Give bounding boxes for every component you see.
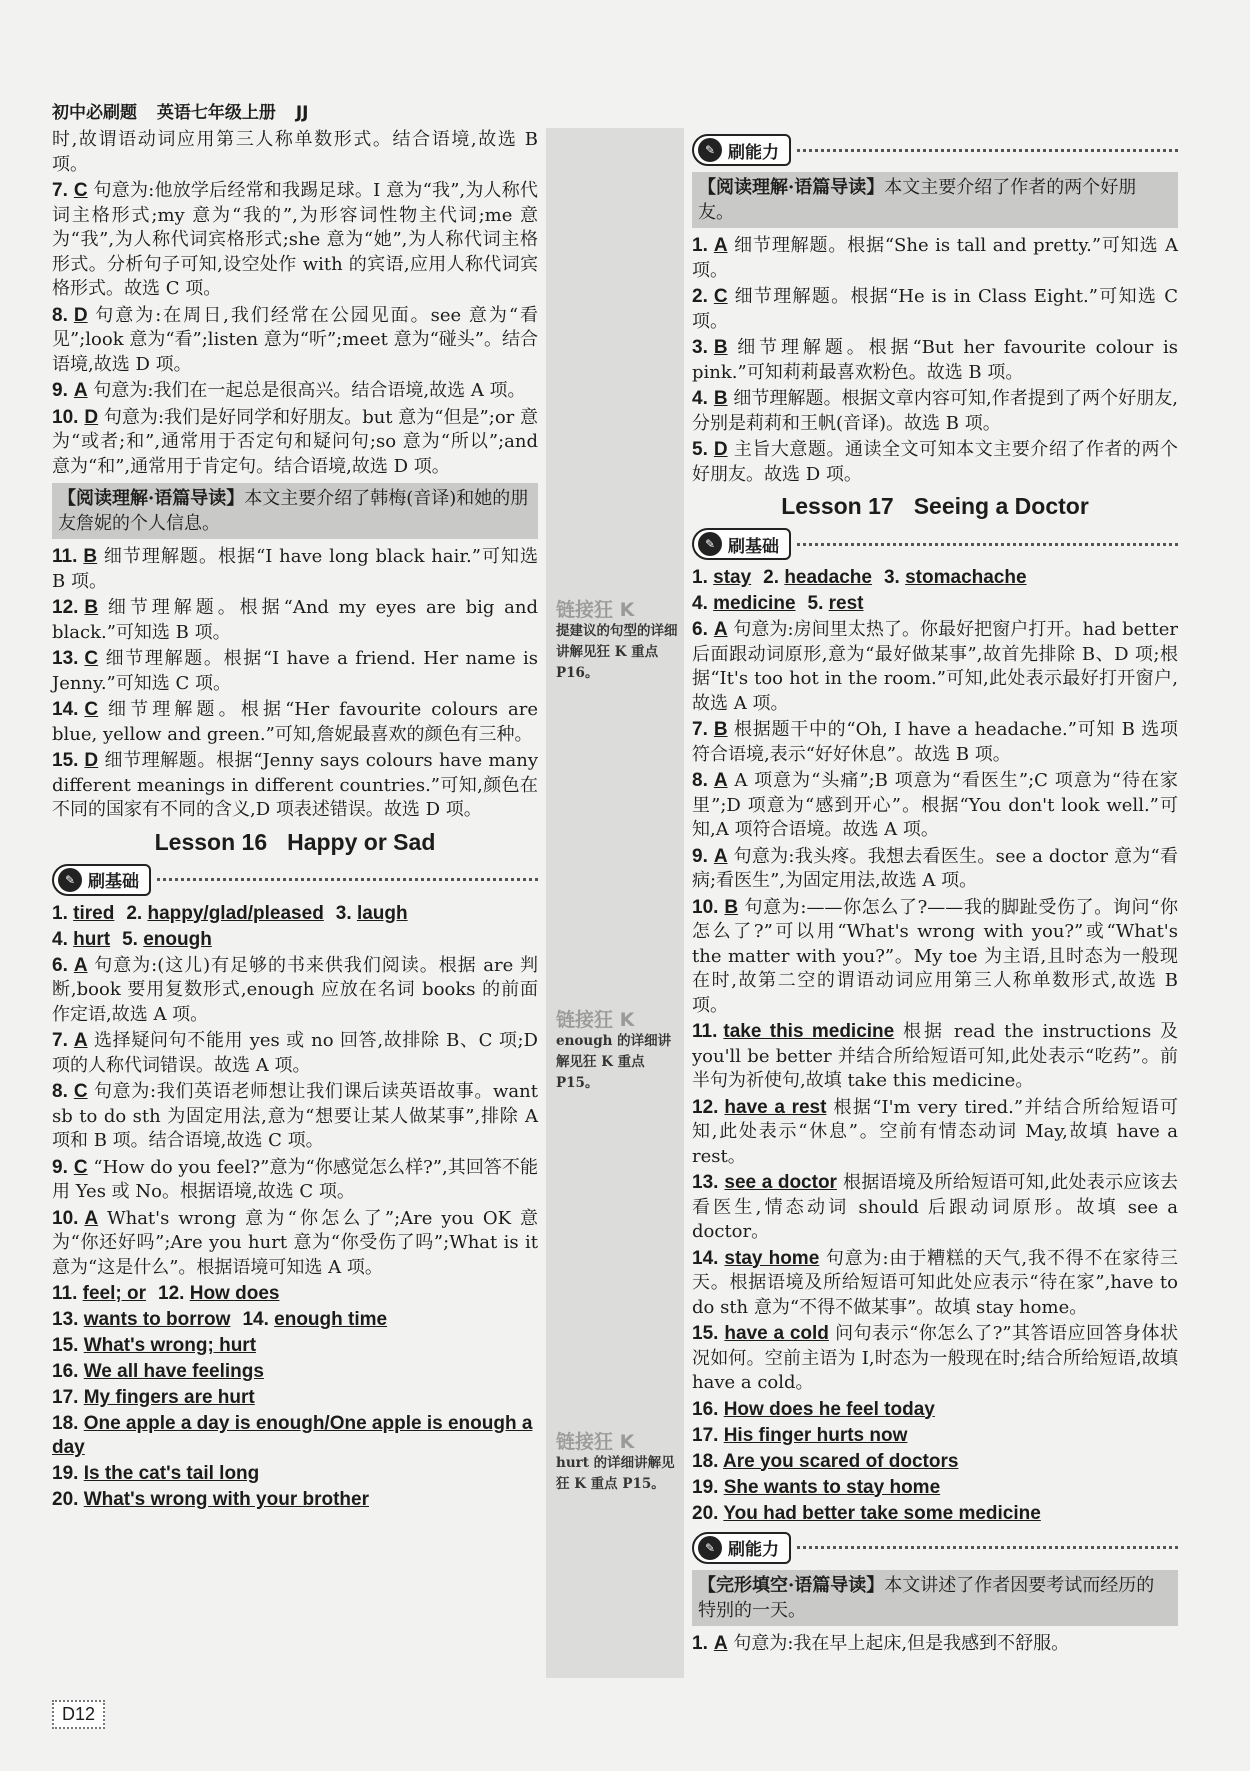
answer-key: take this medicine bbox=[723, 1021, 895, 1042]
item-number: 7. bbox=[52, 1030, 68, 1051]
fill-row bbox=[52, 928, 538, 952]
fill-row bbox=[692, 1398, 1178, 1422]
explanation: 句意为:(这儿)有足够的书来供我们阅读。根据 are 判断,book 要用复数形式,enough 应放在名词 books 的前面作定语,故选 A 项。 bbox=[52, 954, 538, 1025]
link-note-title: 链接狂 K bbox=[556, 1009, 635, 1031]
fill-row bbox=[692, 1424, 1178, 1448]
page-number: D12 bbox=[52, 1700, 105, 1729]
answer-item bbox=[52, 1080, 538, 1154]
explanation: 句意为:我在早上起床,但是我感到不舒服。 bbox=[733, 1632, 1070, 1654]
fill-answer: tired bbox=[73, 902, 115, 924]
link-note-text: hurt 的详细讲解见狂 K 重点 P15。 bbox=[556, 1455, 675, 1492]
answer-key: B bbox=[713, 719, 728, 740]
answer-item bbox=[52, 179, 538, 302]
lesson-title: Happy or Sad bbox=[287, 828, 436, 855]
answer-item bbox=[52, 379, 538, 404]
answer-item bbox=[692, 1096, 1178, 1170]
guide-text: 本文主要介绍了韩梅(音译)和她的朋友詹妮的个人信息。 bbox=[58, 488, 529, 534]
explanation: 句意为:他放学后经常和我踢足球。I 意为“我”,为人称代词主格形式;my 意为“我的”,为形容词性物主代词;me 意为“我”,为人称代词宾格形式;she 意为“她”,为人称代词主格形式。分析句子可知,设空处作 with 的宾语,应用人称代词宾格形式。故选 C 项。 bbox=[52, 180, 538, 299]
item-number: 4. bbox=[692, 593, 708, 614]
fill-answer: What's wrong with your brother bbox=[83, 1489, 369, 1510]
section-tag bbox=[692, 1532, 1178, 1564]
item-number: 9. bbox=[52, 380, 68, 401]
fill-row bbox=[692, 592, 1178, 616]
link-note bbox=[556, 600, 684, 684]
answer-item bbox=[52, 596, 538, 645]
item-number: 1. bbox=[692, 235, 708, 256]
fill-answer: enough bbox=[143, 928, 212, 950]
answer-list bbox=[52, 954, 538, 1281]
fill-answer: My fingers are hurt bbox=[83, 1387, 255, 1408]
answer-item bbox=[52, 647, 538, 696]
answer-key: have a rest bbox=[724, 1096, 827, 1118]
left-column bbox=[52, 128, 538, 1514]
answer-key: A bbox=[713, 619, 728, 640]
item-number: 5. bbox=[122, 928, 138, 950]
item-number: 11. bbox=[52, 546, 78, 567]
series-name: 初中必刷题 bbox=[52, 103, 137, 123]
item-number: 15. bbox=[692, 1323, 719, 1344]
fill-answer: You had better take some medicine bbox=[723, 1502, 1041, 1524]
guide-text: 本文讲述了作者因要考试而经历的特别的一天。 bbox=[698, 1574, 1155, 1621]
answer-key: B bbox=[713, 388, 728, 409]
answer-key: A bbox=[73, 954, 88, 976]
answer-item bbox=[692, 1171, 1178, 1245]
fill-list bbox=[692, 566, 1178, 616]
fill-list bbox=[692, 1398, 1178, 1526]
answer-item bbox=[692, 336, 1178, 385]
answer-key: C bbox=[73, 1156, 88, 1178]
link-note bbox=[556, 1432, 684, 1495]
answer-list bbox=[52, 545, 538, 823]
fill-answer: wants to borrow bbox=[83, 1309, 231, 1330]
explanation: 根据“I'm very tired.”并结合所给短语可知,此处表示“休息”。空前有情态动词 May,故填 have a rest。 bbox=[692, 1096, 1178, 1167]
link-note-title: 链接狂 K bbox=[556, 1431, 635, 1453]
answer-item bbox=[692, 1322, 1178, 1396]
answer-key: A bbox=[73, 380, 88, 401]
explanation: 细节理解题。根据“He is in Class Eight.”可知选 C 项。 bbox=[692, 286, 1178, 332]
reading-guide bbox=[52, 483, 538, 539]
answer-key: see a doctor bbox=[724, 1172, 837, 1193]
answer-item bbox=[692, 285, 1178, 334]
fill-row bbox=[52, 1308, 538, 1332]
answer-item bbox=[692, 845, 1178, 894]
answer-item bbox=[692, 1632, 1178, 1657]
section-tag bbox=[52, 864, 538, 896]
explanation: “How do you feel?”意为“你感觉怎么样?”,其回答不能用 Yes 或 No。根据语境,故选 C 项。 bbox=[52, 1156, 538, 1202]
item-number: 8. bbox=[52, 1081, 68, 1102]
fill-answer: How does he feel today bbox=[723, 1398, 935, 1420]
fill-answer: stay bbox=[713, 567, 752, 588]
explanation: 句意为:在周日,我们经常在公园见面。see 意为“看见”;look 意为“看”;listen 意为“听”;meet 意为“碰头”。结合语境,故选 D 项。 bbox=[52, 304, 538, 375]
answer-item bbox=[692, 387, 1178, 436]
fill-answer: hurt bbox=[73, 928, 111, 950]
guide-text: 本文主要介绍了作者的两个好朋友。 bbox=[698, 177, 1137, 223]
answer-key: B bbox=[713, 337, 728, 358]
explanation: 主旨大意题。通读全文可知本文主要介绍了作者的两个好朋友。故选 D 项。 bbox=[692, 439, 1178, 485]
link-note-text: 提建议的句型的详细讲解见狂 K 重点 P16。 bbox=[556, 623, 678, 681]
fill-answer: We all have feelings bbox=[83, 1361, 264, 1382]
fill-row bbox=[52, 902, 538, 926]
item-number: 9. bbox=[52, 1156, 68, 1178]
item-number: 13. bbox=[52, 1309, 79, 1330]
fill-row bbox=[692, 566, 1178, 590]
book-name: 英语七年级上册 bbox=[156, 103, 276, 123]
explanation: 句意为:我们在一起总是很高兴。结合语境,故选 A 项。 bbox=[93, 380, 526, 401]
explanation: 细节理解题。根据“I have long black hair.”可知选 B 项。 bbox=[52, 546, 538, 592]
fill-answer: Are you scared of doctors bbox=[723, 1450, 959, 1472]
fill-answer: headache bbox=[784, 567, 872, 588]
explanation: 细节理解题。根据“I have a friend. Her name is Jenny.”可知选 C 项。 bbox=[52, 648, 538, 694]
guide-tag: 【阅读理解·语篇导读】 bbox=[698, 177, 885, 198]
fill-row bbox=[52, 1334, 538, 1358]
dotted-divider bbox=[797, 543, 1178, 546]
explanation: 细节理解题。根据“Her favourite colours are blue, yellow and green.”可知,詹妮最喜欢的颜色有三种。 bbox=[52, 699, 538, 745]
lesson-heading bbox=[52, 829, 538, 856]
answer-list bbox=[692, 618, 1178, 1018]
answer-key: A bbox=[713, 1632, 728, 1654]
item-number: 4. bbox=[52, 928, 68, 950]
item-number: 12. bbox=[52, 597, 79, 618]
item-number: 1. bbox=[52, 902, 68, 924]
section-tag bbox=[692, 528, 1178, 560]
explanation: 细节理解题。根据文章内容可知,作者提到了两个好朋友,分别是莉莉和王帆(音译)。故选 B 项。 bbox=[692, 388, 1178, 434]
explanation: 根据 read the instructions 及 you'll be better 并结合所给短语可知,此处表示“吃药”。前半句为祈使句,故填 take this medicine。 bbox=[692, 1021, 1178, 1091]
book-icon: ✎ bbox=[698, 1536, 722, 1560]
answer-key: D bbox=[713, 439, 728, 460]
item-number: 5. bbox=[807, 593, 824, 614]
item-number: 7. bbox=[692, 719, 708, 740]
item-number: 18. bbox=[692, 1450, 719, 1472]
answer-key: C bbox=[84, 699, 99, 720]
answer-key: C bbox=[73, 180, 88, 201]
item-number: 17. bbox=[692, 1424, 719, 1446]
fill-row bbox=[52, 1360, 538, 1384]
answer-item bbox=[52, 406, 538, 480]
section-tag-label: 刷能力 bbox=[728, 142, 779, 163]
item-number: 11. bbox=[692, 1021, 718, 1042]
answer-list bbox=[692, 1020, 1178, 1396]
fill-row bbox=[52, 1462, 538, 1486]
item-number: 8. bbox=[692, 770, 708, 791]
item-number: 20. bbox=[692, 1502, 719, 1524]
explanation: 句意为:由于糟糕的天气,我不得不在家待三天。根据语境及所给短语可知此处应表示“待在家”,have to do sth 意为“不得不做某事”。故填 stay home。 bbox=[692, 1247, 1178, 1318]
answer-key: stay home bbox=[724, 1247, 820, 1269]
fill-answer: How does bbox=[189, 1283, 280, 1304]
item-number: 12. bbox=[158, 1283, 185, 1304]
item-number: 2. bbox=[692, 286, 708, 307]
answer-key: A bbox=[713, 845, 728, 867]
guide-tag: 【阅读理解·语篇导读】 bbox=[58, 488, 245, 509]
fill-list bbox=[52, 902, 538, 952]
item-number: 13. bbox=[692, 1172, 719, 1193]
answer-item bbox=[692, 896, 1178, 1019]
explanation: 句意为:房间里太热了。你最好把窗户打开。had better 后面跟动词原形,意为“最好做某事”,故首先排除 B、D 项;根据“It's too hot in the room.”可知,此处表示最好打开窗户,故选 A 项。 bbox=[692, 619, 1178, 714]
answer-item bbox=[692, 718, 1178, 767]
answer-key: A bbox=[713, 235, 728, 256]
fill-answer: Is the cat's tail long bbox=[83, 1463, 260, 1484]
answer-list bbox=[692, 234, 1178, 487]
explanation: 细节理解题。根据“She is tall and pretty.”可知选 A 项。 bbox=[692, 235, 1178, 281]
item-number: 19. bbox=[52, 1463, 79, 1484]
answer-item bbox=[692, 1247, 1178, 1321]
fill-list bbox=[52, 1282, 538, 1512]
explanation: 句意为:——你怎么了?——我的脚趾受伤了。询问“你怎么了?”可以用“What's wrong with you?”或“What's the matter with you?”。My toe 为主语,且时态为一般现在时,故第二空的谓语动词应用第三人称单数形式,故选 B 项。 bbox=[692, 896, 1178, 1016]
answer-item bbox=[52, 545, 538, 594]
lesson-heading bbox=[692, 493, 1178, 520]
item-number: 15. bbox=[52, 750, 79, 771]
edition-tag: JJ bbox=[295, 103, 309, 123]
answer-item bbox=[692, 1020, 1178, 1094]
answer-item bbox=[52, 304, 538, 378]
item-number: 12. bbox=[692, 1096, 719, 1118]
section-tag-label: 刷基础 bbox=[88, 872, 139, 892]
section-tag-label: 刷基础 bbox=[728, 536, 779, 557]
fill-answer: happy/glad/pleased bbox=[147, 902, 324, 924]
fill-answer: What's wrong; hurt bbox=[83, 1335, 257, 1356]
answer-key: D bbox=[73, 304, 88, 326]
item-number: 1. bbox=[692, 1632, 708, 1654]
item-number: 9. bbox=[692, 845, 708, 867]
item-number: 4. bbox=[692, 388, 708, 409]
book-icon: ✎ bbox=[58, 868, 82, 892]
fill-answer: laugh bbox=[356, 902, 408, 924]
link-note-text: enough 的详细讲解见狂 K 重点 P15。 bbox=[556, 1033, 672, 1091]
guide-tag: 【完形填空·语篇导读】 bbox=[698, 1574, 885, 1596]
answer-key: A bbox=[84, 1207, 99, 1229]
item-number: 3. bbox=[335, 902, 352, 924]
explanation: 根据题干中的“Oh, I have a headache.”可知 B 选项符合语境,表示“好好休息”。故选 B 项。 bbox=[692, 719, 1178, 765]
explanation: 选择疑问句不能用 yes 或 no 回答,故排除 B、C 项;D 项的人称代词错误。故选 A 项。 bbox=[52, 1030, 538, 1076]
answer-key: D bbox=[84, 750, 99, 771]
answer-key: B bbox=[724, 896, 739, 918]
item-number: 14. bbox=[692, 1247, 719, 1269]
item-number: 16. bbox=[52, 1361, 79, 1382]
answer-item bbox=[52, 954, 538, 1028]
link-note-title: 链接狂 K bbox=[556, 599, 635, 621]
item-number: 10. bbox=[692, 896, 719, 918]
item-number: 10. bbox=[52, 406, 79, 428]
answer-item bbox=[692, 234, 1178, 283]
explanation: 句意为:我们英语老师想让我们课后读英语故事。want sb to do sth 为固定用法,意为“想要让某人做某事”,排除 A 项和 B 项。结合语境,故选 C 项。 bbox=[52, 1081, 538, 1151]
item-number: 16. bbox=[692, 1398, 719, 1420]
book-icon: ✎ bbox=[698, 532, 722, 556]
explanation: 句意为:我头疼。我想去看医生。see a doctor 意为“看病;看医生”,为固定用法,故选 A 项。 bbox=[692, 845, 1178, 891]
lesson-number: Lesson 17 bbox=[781, 493, 894, 519]
item-number: 5. bbox=[692, 439, 708, 460]
answer-item bbox=[692, 769, 1178, 843]
lesson-title: Seeing a Doctor bbox=[913, 493, 1089, 519]
answer-list bbox=[52, 179, 538, 479]
answer-item bbox=[692, 438, 1178, 487]
item-number: 10. bbox=[52, 1207, 79, 1229]
fill-answer: enough time bbox=[274, 1309, 388, 1330]
item-number: 18. bbox=[52, 1413, 79, 1434]
answer-key: D bbox=[84, 406, 99, 428]
item-number: 2. bbox=[126, 902, 143, 924]
answer-item bbox=[52, 698, 538, 747]
answer-key: have a cold bbox=[724, 1323, 829, 1344]
explanation: 句意为:我们是好同学和好朋友。but 意为“但是”;or 意为“或者;和”,通常用于否定句和疑问句;so 意为“所以”;and 意为“和”,通常用于肯定句。结合语境,故选 D 项。 bbox=[52, 406, 538, 477]
answer-item bbox=[52, 1029, 538, 1078]
fill-row bbox=[692, 1476, 1178, 1500]
explanation: 细节理解题。根据“And my eyes are big and black.”可知选 B 项。 bbox=[52, 597, 538, 643]
lesson-number: Lesson 16 bbox=[154, 828, 268, 855]
explanation: What's wrong 意为“你怎么了”;Are you OK 意为“你还好吗”;Are you hurt 意为“你受伤了吗”;What is it 意为“这是什么”。根据语境可知选 A 项。 bbox=[52, 1207, 538, 1278]
link-note bbox=[556, 1010, 684, 1094]
item-number: 6. bbox=[692, 619, 708, 640]
answer-key: A bbox=[713, 770, 728, 791]
item-number: 1. bbox=[692, 567, 708, 588]
answer-key: A bbox=[73, 1030, 88, 1051]
item-number: 14. bbox=[52, 699, 79, 720]
answer-item bbox=[52, 749, 538, 823]
fill-row bbox=[692, 1450, 1178, 1474]
page-header bbox=[52, 98, 323, 123]
fill-answer: His finger hurts now bbox=[723, 1424, 908, 1446]
fill-answer: One apple a day is enough/One apple is enough a day bbox=[52, 1413, 533, 1458]
explanation: 细节理解题。根据“But her favourite colour is pink.”可知莉莉最喜欢粉色。故选 B 项。 bbox=[692, 337, 1178, 383]
item-number: 15. bbox=[52, 1335, 79, 1356]
fill-row bbox=[692, 1502, 1178, 1526]
answer-list bbox=[692, 1632, 1178, 1657]
item-number: 19. bbox=[692, 1476, 719, 1498]
answer-key: C bbox=[713, 286, 728, 307]
dotted-divider bbox=[797, 149, 1178, 152]
fill-row bbox=[52, 1488, 538, 1512]
answer-key: C bbox=[73, 1081, 88, 1102]
section-tag-label: 刷能力 bbox=[728, 1540, 779, 1560]
answer-key: B bbox=[84, 597, 99, 618]
explanation: A 项意为“头痛”;B 项意为“看医生”;C 项意为“待在家里”;D 项意为“感到开心”。根据“You don't look well.”可知,A 项符合语境。故选 A 项。 bbox=[692, 770, 1178, 840]
reading-guide bbox=[692, 172, 1178, 228]
item-number: 20. bbox=[52, 1489, 79, 1510]
reading-guide bbox=[692, 1570, 1178, 1626]
section-tag bbox=[692, 134, 1178, 166]
book-icon: ✎ bbox=[698, 138, 722, 162]
fill-answer: rest bbox=[828, 593, 864, 614]
item-number: 8. bbox=[52, 304, 68, 326]
item-number: 3. bbox=[692, 337, 708, 358]
explanation: 细节理解题。根据“Jenny says colours have many different meanings in different countries.”可知,颜色在不同的国家有不同的含义,D 项表述错误。故选 D 项。 bbox=[52, 750, 538, 820]
explanation: 根据语境及所给短语可知,此处表示应该去看医生,情态动词 should 后跟动词原形。故填 see a doctor。 bbox=[692, 1172, 1178, 1242]
item-number: 17. bbox=[52, 1387, 79, 1408]
answer-item bbox=[692, 618, 1178, 716]
item-number: 6. bbox=[52, 954, 68, 976]
right-column bbox=[692, 128, 1178, 1658]
answer-item bbox=[52, 1156, 538, 1205]
fill-row bbox=[52, 1386, 538, 1410]
explanation: 问句表示“你怎么了?”其答语应回答身体状况如何。空前主语为 I,时态为一般现在时;结合所给短语,故填 have a cold。 bbox=[692, 1323, 1178, 1393]
fill-answer: stomachache bbox=[905, 567, 1027, 588]
item-number: 13. bbox=[52, 648, 79, 669]
fill-row bbox=[52, 1282, 538, 1306]
fill-row bbox=[52, 1412, 538, 1460]
dotted-divider bbox=[797, 1546, 1178, 1549]
fill-answer: feel; or bbox=[82, 1283, 147, 1304]
answer-key: C bbox=[84, 648, 99, 669]
item-number: 7. bbox=[52, 180, 68, 201]
fill-answer: She wants to stay home bbox=[723, 1476, 941, 1498]
answer-key: B bbox=[83, 546, 98, 567]
continued-text: 时,故谓语动词应用第三人称单数形式。结合语境,故选 B 项。 bbox=[52, 129, 538, 175]
answer-item bbox=[52, 1207, 538, 1281]
item-number: 3. bbox=[883, 567, 900, 588]
item-number: 11. bbox=[52, 1283, 78, 1304]
item-number: 14. bbox=[242, 1309, 269, 1330]
fill-answer: medicine bbox=[713, 593, 796, 614]
item-number: 2. bbox=[763, 567, 780, 588]
dotted-divider bbox=[157, 878, 538, 881]
